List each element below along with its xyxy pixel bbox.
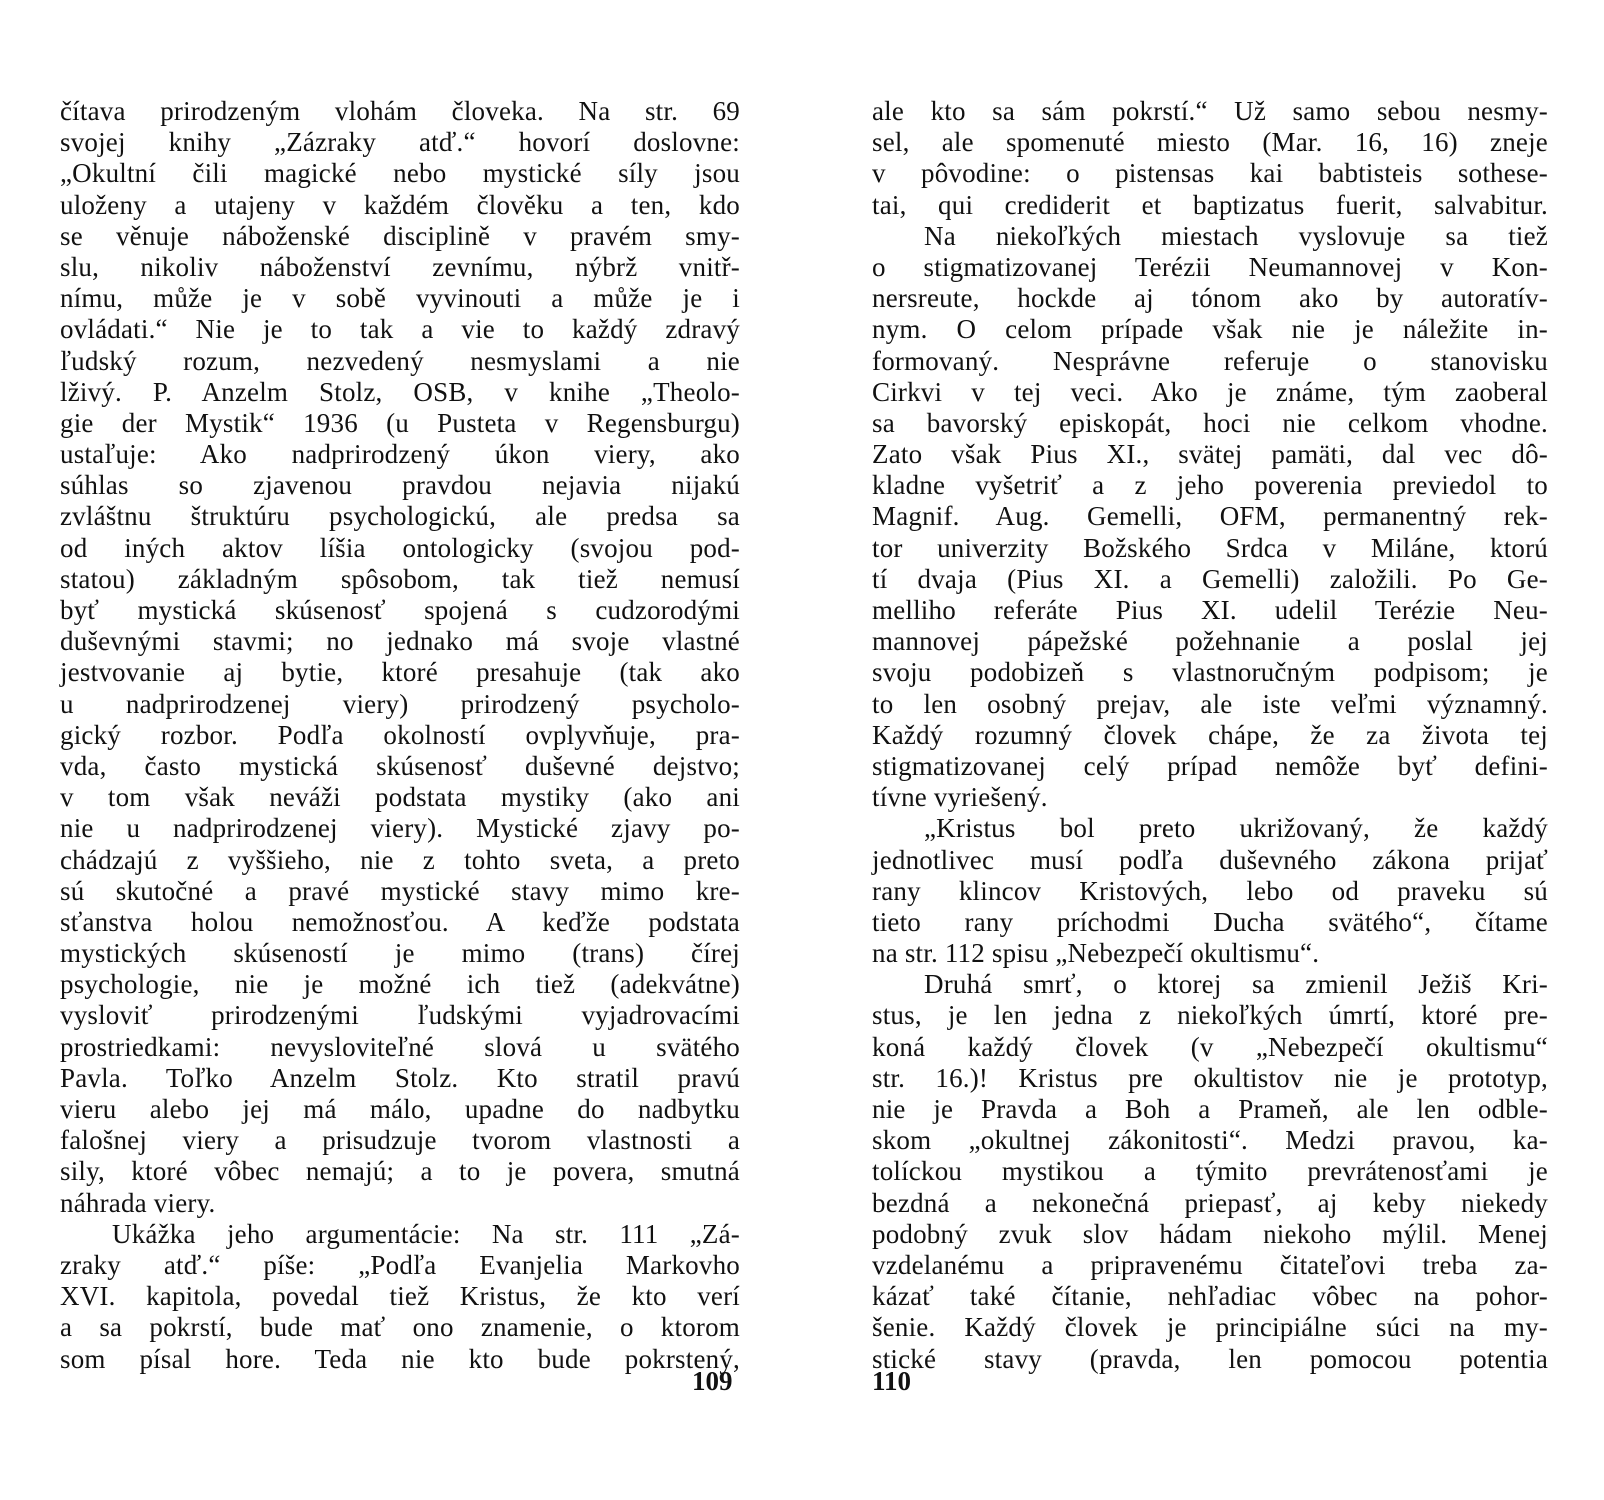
text-line: „Kristus bol preto ukrižovaný, že každý: [924, 813, 1548, 844]
text-line: to len osobný prejav, ale iste veľmi významný.: [872, 688, 1548, 719]
text-line: a sa pokrstí, bude mať ono znamenie, o ktorom: [60, 1312, 740, 1343]
text-line: stické stavy (pravda, len pomocou potentia: [872, 1343, 1548, 1374]
text-line: ale kto sa sám pokrstí.“ Už samo sebou nesmy-: [872, 96, 1548, 126]
text-line: Na niekoľkých miestach vyslovuje sa tiež: [924, 220, 1548, 251]
text-line: sa bavorský episkopát, hoci nie celkom vhodne.: [872, 407, 1548, 438]
text-line: nym. O celom prípade však nie je náležite in-: [872, 314, 1548, 345]
text-line: mannovej pápežské požehnanie a poslal jej: [872, 626, 1548, 657]
text-line: svojej knihy „Zázraky atď.“ hovorí doslovne:: [60, 127, 740, 158]
text-line: sily, ktoré vôbec nemajú; a to je povera, smutná: [60, 1156, 740, 1187]
text-line: psychologie, nie je možné ich tiež (adekvátne): [60, 969, 740, 1000]
text-line: náhrada viery.: [60, 1187, 216, 1218]
text-line: v pôvodine: o pistensas kai babtisteis sothese-: [872, 158, 1548, 189]
text-line: vzdelanému a pripravenému čitateľovi treba za-: [872, 1249, 1548, 1280]
text-line: kladne vyšetriť a z jeho poverenia previedol to: [872, 470, 1548, 501]
text-line: od iných aktov líšia ontologicky (svojou pod-: [60, 532, 740, 563]
text-line: tí dvaja (Pius XI. a Gemelli) založili. Po Ge-: [872, 563, 1548, 594]
text-line: „Okultní čili magické nebo mystické síly jsou: [60, 158, 740, 189]
text-line: nersreute, hockde aj tónom ako by autoratív-: [872, 283, 1548, 314]
text-line: rany klincov Kristových, lebo od praveku sú: [872, 875, 1548, 906]
text-line: nie je Pravda a Boh a Prameň, ale len odble-: [872, 1094, 1548, 1124]
text-line: chádzajú z vyššieho, nie z tohto sveta, a preto: [60, 844, 740, 875]
text-line: skom „okultnej zákonitosti“. Medzi pravou, ka-: [872, 1125, 1548, 1156]
text-line: čítava prirodzeným vlohám človeka. Na str. 69: [60, 96, 740, 126]
text-line: se věnuje náboženské disciplině v pravém smy-: [60, 220, 740, 251]
text-line: duševnými stavmi; no jednako má svoje vlastné: [60, 626, 740, 657]
text-line: Ukážka jeho argumentácie: Na str. 111 „Zá-: [112, 1218, 740, 1249]
text-line: melliho referáte Pius XI. udelil Terézie Neu-: [872, 595, 1548, 625]
page-number-left: 109: [692, 1366, 733, 1396]
text-line: o stigmatizovanej Terézii Neumannovej v Kon-: [872, 251, 1548, 282]
text-line: sú skutočné a pravé mystické stavy mimo kre-: [60, 875, 740, 906]
text-line: XVI. kapitola, povedal tiež Kristus, že kto verí: [60, 1281, 740, 1312]
page-number-right: 110: [872, 1366, 912, 1396]
text-line: som písal hore. Teda nie kto bude pokrstený,: [60, 1343, 740, 1374]
text-line: byť mystická skúsenosť spojená s cudzorodými: [60, 595, 740, 625]
text-line: str. 16.)! Kristus pre okultistov nie je prototyp,: [872, 1062, 1548, 1093]
text-line: súhlas so zjavenou pravdou nejavia nijakú: [60, 470, 740, 501]
text-line: Každý rozumný človek chápe, že za života tej: [872, 719, 1548, 750]
text-line: tai, qui crediderit et baptizatus fuerit, salvabitur.: [872, 189, 1548, 220]
text-line: statou) základným spôsobom, tak tiež nemusí: [60, 563, 740, 594]
text-line: šenie. Každý človek je principiálne súci na my-: [872, 1312, 1548, 1343]
text-line: sťanstva holou nemožnosťou. A keďže podstata: [60, 906, 740, 937]
text-line: Magnif. Aug. Gemelli, OFM, permanentný rek-: [872, 501, 1548, 532]
text-line: ľudský rozum, nezvedený nesmyslami a nie: [60, 345, 740, 376]
text-line: formovaný. Nesprávne referuje o stanovisku: [872, 345, 1548, 376]
text-line: zraky atď.“ píše: „Podľa Evanjelia Markovho: [60, 1249, 740, 1280]
text-line: stigmatizovanej celý prípad nemôže byť defini-: [872, 750, 1548, 781]
text-line: lživý. P. Anzelm Stolz, OSB, v knihe „Theolo-: [60, 376, 740, 407]
text-line: ustaľuje: Ako nadprirodzený úkon viery, ako: [60, 439, 740, 470]
text-line: jestvovanie aj bytie, ktoré presahuje (tak ako: [60, 657, 740, 688]
text-line: tor univerzity Božského Srdca v Miláne, ktorú: [872, 532, 1548, 563]
text-line: gický rozbor. Podľa okolností ovplyvňuje, pra-: [60, 719, 740, 750]
text-line: zvláštnu štruktúru psychologickú, ale predsa sa: [60, 501, 740, 532]
text-line: svoju podobizeň s vlastnoručným podpisom; je: [872, 657, 1548, 688]
text-line: jednotlivec musí podľa duševného zákona prijať: [872, 844, 1548, 875]
text-line: prostriedkami: nevysloviteľné slová u svätého: [60, 1031, 740, 1062]
text-line: koná každý človek (v „Nebezpečí okultismu“: [872, 1031, 1548, 1062]
text-line: vysloviť prirodzenými ľudskými vyjadrovacími: [60, 1000, 740, 1031]
text-line: tolíckou mystikou a týmito prevrátenosťami je: [872, 1156, 1548, 1187]
text-line: tívne vyriešený.: [872, 782, 1048, 813]
text-line: Cirkvi v tej veci. Ako je známe, tým zaoberal: [872, 376, 1548, 407]
text-line: Druhá smrť, o ktorej sa zmienil Ježiš Kri-: [924, 969, 1548, 1000]
text-line: vda, často mystická skúsenosť duševné dejstvo;: [60, 750, 740, 781]
left-page-text: [60, 96, 740, 1375]
text-line: v tom však neváži podstata mystiky (ako ani: [60, 782, 740, 813]
text-line: ovládati.“ Nie je to tak a vie to každý zdravý: [60, 314, 740, 345]
text-line: sel, ale spomenuté miesto (Mar. 16, 16) zneje: [872, 127, 1548, 158]
text-line: falošnej viery a prisudzuje tvorom vlastnosti a: [60, 1125, 740, 1156]
text-line: Pavla. Toľko Anzelm Stolz. Kto stratil pravú: [60, 1062, 740, 1093]
text-line: bezdná a nekonečná priepasť, aj keby niekedy: [872, 1187, 1548, 1218]
text-line: podobný zvuk slov hádam niekoho mýlil. Menej: [872, 1218, 1548, 1249]
text-line: nímu, může je v sobě vyvinouti a může je i: [60, 283, 740, 314]
text-line: nie u nadprirodzenej viery). Mystické zjavy po-: [60, 813, 740, 844]
text-line: u nadprirodzenej viery) prirodzený psycholo-: [60, 688, 740, 719]
text-line: kázať také čítanie, nehľadiac vôbec na pohor-: [872, 1281, 1548, 1312]
text-line: na str. 112 spisu „Nebezpečí okultismu“.: [872, 938, 1320, 969]
text-line: Zato však Pius XI., svätej pamäti, dal vec dô-: [872, 439, 1548, 470]
text-line: gie der Mystik“ 1936 (u Pusteta v Regensburgu): [60, 407, 740, 438]
text-line: uloženy a utajeny v každém člověku a ten, kdo: [60, 189, 740, 220]
text-line: tieto rany príchodmi Ducha svätého“, čítame: [872, 906, 1548, 937]
text-line: vieru alebo jej má málo, upadne do nadbytku: [60, 1094, 740, 1124]
text-line: mystických skúseností je mimo (trans) čírej: [60, 938, 740, 969]
text-line: slu, nikoliv náboženství zevnímu, nýbrž vnitř-: [60, 251, 740, 282]
text-line: stus, je len jedna z niekoľkých úmrtí, ktoré pre-: [872, 1000, 1548, 1031]
right-page-text: [872, 96, 1548, 1375]
